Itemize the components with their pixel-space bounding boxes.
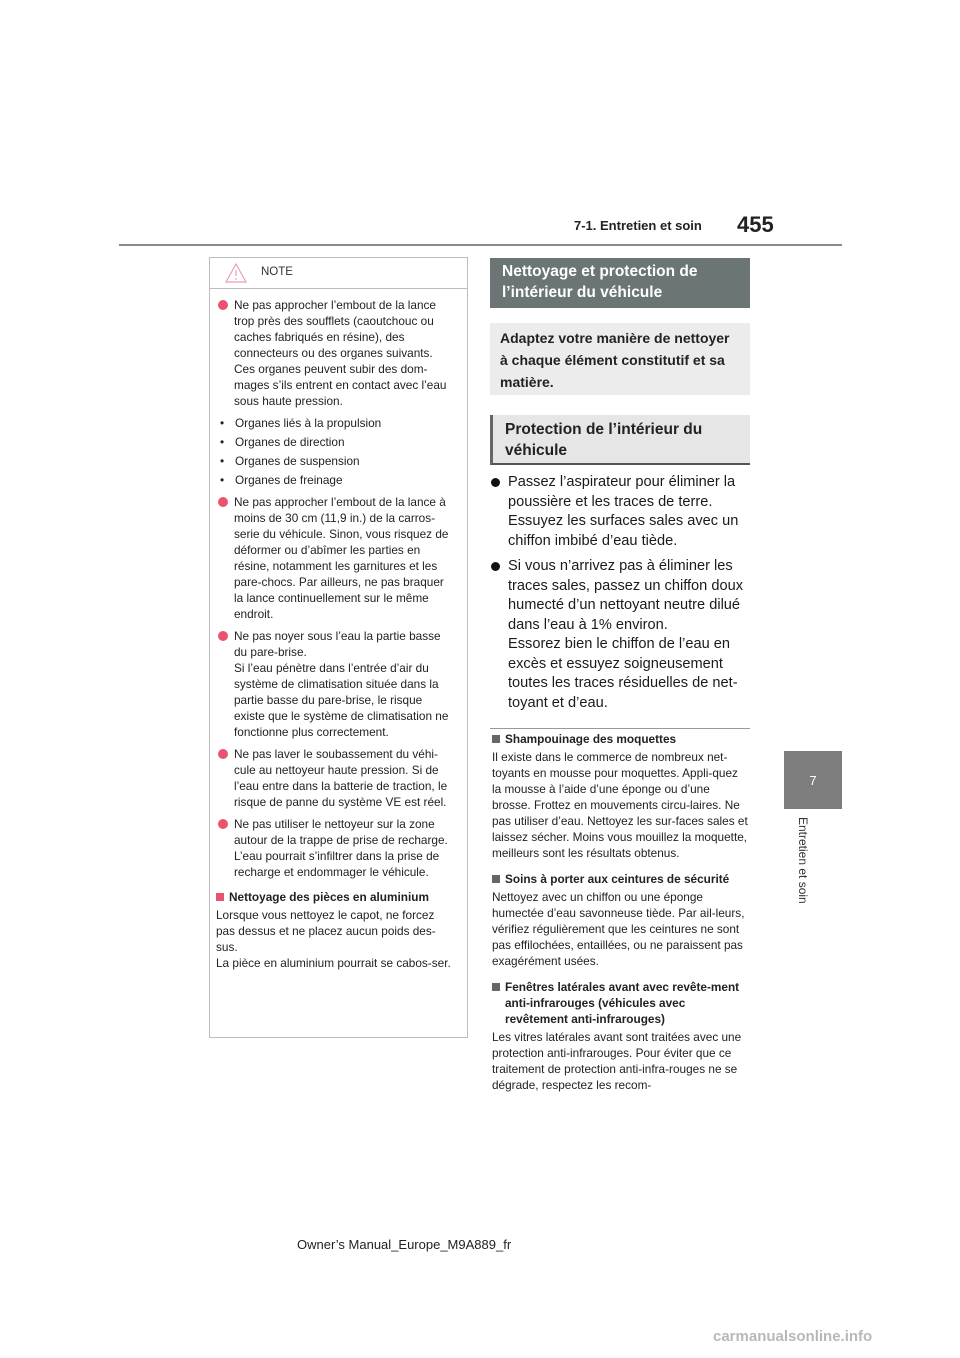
list-item-text: Si vous n’arrivez pas à éliminer les traces sales, passez un chiffon doux humecté d’un nettoyant neutre dilué dans l’eau à 1% environ. Essorez bien le chiffon de l’eau en excès et essuyez soigneusement toutes les traces résiduelles de net-toyant et d’eau. bbox=[508, 558, 743, 711]
manual-id-footer: Owner’s Manual_Europe_M9A889_fr bbox=[297, 1237, 512, 1252]
organ-list-item: • Organes de freinage bbox=[216, 472, 453, 488]
page-number: 455 bbox=[737, 212, 774, 237]
interior-care-list bbox=[490, 473, 752, 719]
note-box bbox=[209, 257, 468, 1038]
note-title: NOTE bbox=[261, 266, 293, 278]
carpet-text: Il existe dans le commerce de nombreux net-toyants en mousse pour moquettes. Appli-quez la mousse à l’aide d’une éponge ou d’une brosse. Frottez en mouvements circu-laires. Ne pas utiliser d’eau. Nettoyez les sur-faces sales et laissez sécher. Moins vous mouillez la moquette, meilleurs sont les résultats obtenus. bbox=[492, 750, 748, 860]
pink-bullet-icon bbox=[218, 631, 228, 641]
grey-square-icon bbox=[492, 735, 500, 743]
warning-triangle-icon bbox=[225, 263, 247, 283]
window-text: Les vitres latérales avant sont traitées avec une protection anti-infrarouges. Pour éviter que ce traitement de protection anti-infra-rouges ne se dégrade, respectez les recom- bbox=[492, 1030, 742, 1092]
carpet-heading bbox=[492, 731, 750, 747]
aluminium-heading-text: Nettoyage des pièces en aluminium bbox=[229, 890, 429, 904]
aluminium-text: Lorsque vous nettoyez le capot, ne forcez pas dessus et ne placez aucun poids des-sus. La pièce en aluminium pourrait se cabos-ser. bbox=[216, 908, 451, 970]
chapter-tab-label: Entretien et soin bbox=[796, 817, 810, 904]
note-item bbox=[216, 494, 453, 622]
note-body bbox=[210, 289, 467, 971]
organ-list-item: • Organes liés à la propulsion bbox=[216, 415, 453, 431]
pink-bullet-icon bbox=[218, 497, 228, 507]
window-heading bbox=[492, 979, 750, 1027]
note-header bbox=[210, 258, 467, 289]
section-title: Nettoyage et protection de l’intérieur du véhicule bbox=[490, 258, 750, 308]
chapter-tab-number[interactable]: 7 bbox=[784, 751, 842, 809]
subsection-title: Protection de l’intérieur du véhicule bbox=[490, 415, 750, 465]
watermark[interactable]: carmanualsonline.info bbox=[713, 1328, 873, 1345]
note-item bbox=[216, 816, 453, 880]
belt-text: Nettoyez avec un chiffon ou une éponge humectée d’eau savonneuse tiède. Par ail-leurs, vérifiez régulièrement que les ceintures ne sont pas effilochées, entaillées, ou ne paraissent pas exagérément usées. bbox=[492, 890, 745, 968]
organ-list-item: • Organes de direction bbox=[216, 434, 453, 450]
note-item-text: Ne pas approcher l’embout de la lance à moins de 30 cm (11,9 in.) de la carros-serie du véhicule. Sinon, vous risquez de déformer ou d’abîmer les parties en résine, notamment les garnitures et les pare-chocs. Par ailleurs, ne pas braquer la lance continuellement sur le même endroit. bbox=[234, 495, 449, 621]
aluminium-heading bbox=[216, 889, 453, 905]
carpet-heading-text: Shampouinage des moquettes bbox=[505, 732, 677, 746]
list-item-text: Passez l’aspirateur pour éliminer la poussière et les traces de terre. Essuyez les surfaces sales avec un chiffon imbibé d’eau tiède. bbox=[508, 474, 739, 549]
grey-square-icon bbox=[492, 875, 500, 883]
black-bullet-icon bbox=[491, 562, 500, 571]
grey-square-icon bbox=[492, 983, 500, 991]
list-item bbox=[490, 557, 752, 713]
note-item bbox=[216, 628, 453, 740]
belt-heading bbox=[492, 871, 750, 887]
pink-bullet-icon bbox=[218, 300, 228, 310]
care-details bbox=[492, 731, 750, 1093]
belt-heading-text: Soins à porter aux ceintures de sécurité bbox=[505, 872, 730, 886]
header-divider bbox=[119, 244, 842, 246]
note-item-text: Ne pas noyer sous l’eau la partie basse du pare-brise. Si l’eau pénètre dans l’entrée d’air du système de climatisation située dans la partie basse du pare-brise, le risque existe que le système de climatisation ne fonctionne plus correctement. bbox=[234, 629, 449, 739]
pink-square-icon bbox=[216, 893, 224, 901]
note-item-text: Ne pas laver le soubassement du véhi-cule au nettoyeur haute pression. Si de l’eau entre dans la batterie de traction, le risque de panne du système VE est réel. bbox=[234, 747, 448, 809]
note-item bbox=[216, 297, 453, 409]
organ-list bbox=[216, 415, 453, 488]
note-item-text: Ne pas approcher l’embout de la lance trop près des soufflets (caoutchouc ou caches fabriqués en résine), des connecteurs ou des organes suivants. Ces organes peuvent subir des dom-mages s’ils entrent en contact avec l’eau sous haute pression. bbox=[234, 298, 447, 408]
pink-bullet-icon bbox=[218, 819, 228, 829]
pink-bullet-icon bbox=[218, 749, 228, 759]
section-intro: Adaptez votre manière de nettoyer à chaque élément constitutif et sa matière. bbox=[490, 323, 750, 395]
window-heading-text: Fenêtres latérales avant avec revête-ment anti-infrarouges (véhicules avec revêtement anti-infrarouges) bbox=[505, 980, 740, 1026]
list-item bbox=[490, 473, 752, 551]
black-bullet-icon bbox=[491, 478, 500, 487]
note-item-text: Ne pas utiliser le nettoyeur sur la zone autour de la trappe de prise de recharge. L’eau pourrait s’infiltrer dans la prise de recharge et endommager le véhicule. bbox=[234, 817, 448, 879]
header-section-title: 7-1. Entretien et soin bbox=[574, 218, 702, 233]
section-divider bbox=[490, 728, 750, 729]
organ-list-item: • Organes de suspension bbox=[216, 453, 453, 469]
note-item bbox=[216, 746, 453, 810]
